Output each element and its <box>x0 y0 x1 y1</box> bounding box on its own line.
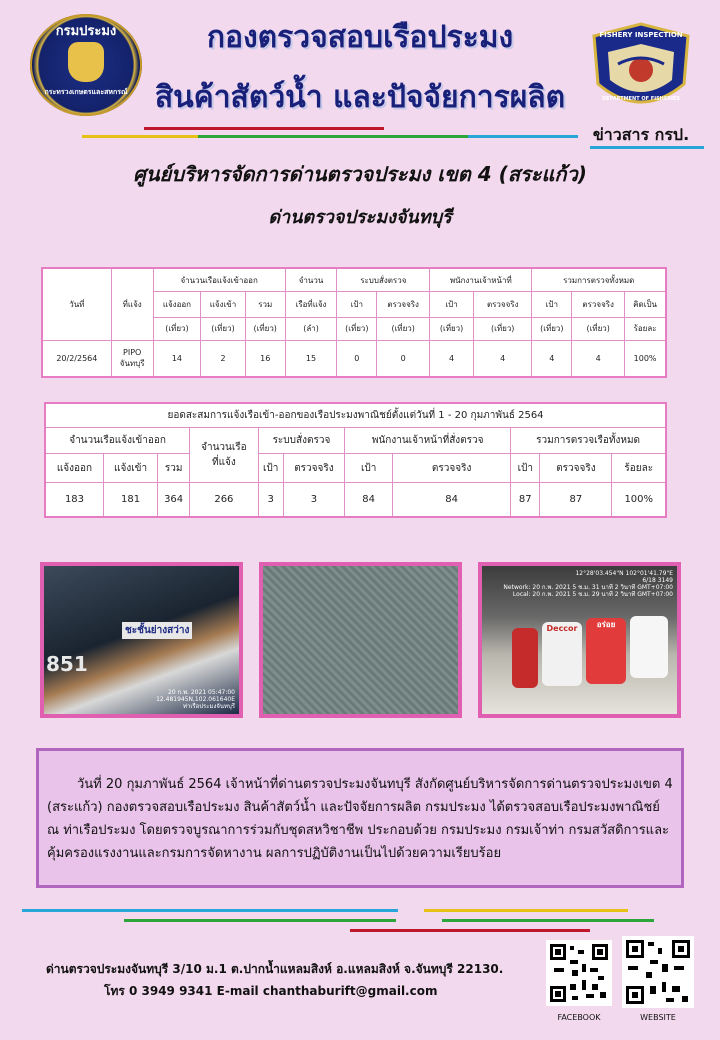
cell-place-line1: PIPO <box>123 347 142 357</box>
col-sys-target: เป้า <box>337 292 377 318</box>
info-paragraph: วันที่ 20 กุมภาพันธ์ 2564 เจ้าหน้าที่ด่านตรวจประมงจันทบุรี สังกัดศูนย์บริหารจัดการด่านตรวจประมงเขต 4 (สระแก้ว) กองตรวจสอบเรือประมง สินค้าสัตว์น้ำ และปัจจัยการผลิต กรมประมง ได้ตรวจสอบเรือประมงพาณิชย์ ณ ท่าเรือประมง โดยตรวจบูรณาการร่วมกับชุดสหวิชาชีพ ประกอบด้วย กรมประมง กรมเจ้าท่า กรมสวัสดิการและคุ้มครองแรงงานและกรมการจัดหางาน ผลการปฏิบัติงานเป็นไปด้วยความเรียบร้อย <box>36 748 684 888</box>
col-all-checked: ตรวจจริง <box>572 292 625 318</box>
photo3-stamp-line1: 12°28'03.454"N 102°01'41.79"E <box>575 570 673 577</box>
cell-place <box>111 341 153 377</box>
col-off-target: เป้า <box>430 292 474 318</box>
divider-green <box>198 135 468 138</box>
col-pct-head: คิดเป็น <box>625 292 666 318</box>
logo-right-top-text: FISHERY INSPECTION <box>599 31 683 39</box>
col-pct: ร้อยละ <box>625 317 666 341</box>
cell-sys-target: 3 <box>258 482 283 517</box>
cell-all-checked: 87 <box>540 482 612 517</box>
col-off-target: เป้า <box>345 454 393 483</box>
photo3-stamp-line3: Network: 20 ก.พ. 2021 5 ช.ม. 31 นาที 2 วินาที GMT+07:00 <box>503 584 673 591</box>
unit-off-checked: (เที่ยว) <box>474 317 532 341</box>
supply-brand: Deccor <box>546 624 578 633</box>
cell-off-checked: 4 <box>474 341 532 377</box>
cell-date: 20/2/2564 <box>42 341 111 377</box>
photo-boat <box>40 562 243 718</box>
logo-left-text: กรมประมง <box>55 24 117 39</box>
cell-all-target: 87 <box>511 482 540 517</box>
website-qr-label: WEBSITE <box>640 1013 676 1022</box>
col-boats-line2: ที่แจ้ง <box>211 456 236 468</box>
website-qr-code[interactable] <box>622 936 694 1008</box>
unit-off-target: (เที่ยว) <box>430 317 474 341</box>
group-system: ระบบสั่งตรวจ <box>337 268 430 292</box>
logo-right-side-text: DEPARTMENT OF FISHERIES <box>601 96 681 102</box>
divider-yellow <box>82 135 202 138</box>
supply-brand-2: อร่อย <box>596 620 616 629</box>
col-all-checked: ตรวจจริง <box>540 454 612 483</box>
cell-sys-checked: 0 <box>377 341 430 377</box>
unit-out: (เที่ยว) <box>153 317 201 341</box>
fishery-inspection-logo <box>588 22 694 120</box>
photo1-stamp-line2: 12.481945N,102.061640E <box>156 696 235 703</box>
photo1-stamp-line1: 20 ก.พ. 2021 05:47:00 <box>168 689 235 696</box>
cell-all-target: 4 <box>532 341 572 377</box>
cell-total: 364 <box>158 482 190 517</box>
col-total: รวม <box>158 454 190 483</box>
supply-pack-deccor <box>542 622 582 686</box>
unit-all-checked: (เที่ยว) <box>572 317 625 341</box>
col-in: แจ้งเข้า <box>103 454 157 483</box>
cell-boats: 266 <box>190 482 259 517</box>
unit-sys-target: (เที่ยว) <box>337 317 377 341</box>
footer-divider-green-right <box>442 919 654 922</box>
cell-off-target: 4 <box>430 341 474 377</box>
cell-pct: 100% <box>612 482 666 517</box>
group-all: รวมการตรวจเรือทั้งหมด <box>511 427 666 453</box>
col-boats <box>190 427 259 482</box>
divider-red <box>144 127 384 130</box>
footer-divider-red <box>350 929 590 932</box>
unit-in: (เที่ยว) <box>201 317 246 341</box>
cell-pct: 100% <box>625 341 666 377</box>
col-sys-checked: ตรวจจริง <box>283 454 345 483</box>
photo-supplies-crate <box>478 562 681 718</box>
col-out: แจ้งออก <box>45 454 103 483</box>
boat-registration-text: 851 <box>46 652 88 676</box>
col-sys-checked: ตรวจจริง <box>377 292 430 318</box>
photo3-stamp-line2: 6/18 3149 <box>642 577 673 584</box>
cell-out: 183 <box>45 482 103 517</box>
footer-divider-yellow <box>424 909 628 912</box>
photo3-stamp-line4: Local: 20 ก.พ. 2021 5 ช.ม. 29 นาที 2 วินาที GMT+07:00 <box>512 591 673 598</box>
news-label: ข่าวสาร กรป. <box>592 125 690 144</box>
unit-boats: (ลำ) <box>285 317 337 341</box>
footer-phone-email: โทร 0 3949 9341 E-mail chanthaburift@gmail.com <box>104 984 438 998</box>
cumulative-inspection-table <box>44 402 667 518</box>
table-row <box>42 341 666 377</box>
supply-pack <box>512 628 538 688</box>
divider-blue <box>468 135 578 138</box>
col-off-checked: ตรวจจริง <box>474 292 532 318</box>
title-line-2: สินค้าสัตว์น้ำ และปัจจัยการผลิต <box>154 80 566 115</box>
col-boats: เรือที่แจ้ง <box>285 292 337 318</box>
cell-in: 181 <box>103 482 157 517</box>
supply-bag-white <box>630 616 668 678</box>
photo1-stamp-line3: ท่าเรือประมงจันทบุรี <box>183 703 235 710</box>
group-all: รวมการตรวจทั้งหมด <box>532 268 666 292</box>
unit-sys-checked: (เที่ยว) <box>377 317 430 341</box>
photo-fishing-nets <box>259 562 462 718</box>
col-boats-line1: จำนวนเรือ <box>201 441 247 453</box>
col-sys-target: เป้า <box>258 454 283 483</box>
col-date: วันที่ <box>42 268 111 341</box>
cell-total: 16 <box>245 341 285 377</box>
cell-off-checked: 84 <box>393 482 511 517</box>
cell-sys-target: 0 <box>337 341 377 377</box>
cell-boats: 15 <box>285 341 337 377</box>
col-out: แจ้งออก <box>153 292 201 318</box>
post-heading: ด่านตรวจประมงจันทบุรี <box>268 207 452 228</box>
footer-contact <box>46 958 546 1002</box>
cumulative-caption: ยอดสะสมการแจ้งเรือเข้า-ออกของเรือประมงพาณิชย์ตั้งแต่วันที่ 1 - 20 กุมภาพันธ์ 2564 <box>45 403 666 427</box>
photo3-stamp <box>503 570 673 598</box>
logo-emblem-icon <box>68 42 104 82</box>
col-in: แจ้งเข้า <box>201 292 246 318</box>
col-total: รวม <box>245 292 285 318</box>
logo-left-subtext: กระทรวงเกษตรและสหกรณ์ <box>44 88 128 96</box>
col-all-target: เป้า <box>532 292 572 318</box>
boat-hull-text: ชะชั้นย่างสว่าง <box>122 622 192 639</box>
cell-out: 14 <box>153 341 201 377</box>
col-pct: ร้อยละ <box>612 454 666 483</box>
group-officer: พนักงานเจ้าหน้าที่สั่งตรวจ <box>345 427 511 453</box>
group-system: ระบบสั่งตรวจ <box>258 427 345 453</box>
cell-all-checked: 4 <box>572 341 625 377</box>
title-line-1: กองตรวจสอบเรือประมง <box>206 20 514 55</box>
cell-place-line2: จันทบุรี <box>119 358 145 368</box>
unit-all-target: (เที่ยว) <box>532 317 572 341</box>
col-place: ที่แจ้ง <box>111 268 153 341</box>
daily-inspection-table <box>41 267 667 378</box>
cell-sys-checked: 3 <box>283 482 345 517</box>
facebook-qr-label: FACEBOOK <box>557 1013 601 1022</box>
footer-address: ด่านตรวจประมงจันทบุรี 3/10 ม.1 ต.ปากน้ำแหลมสิงห์ อ.แหลมสิงห์ จ.จันทบุรี 22130. <box>46 962 504 976</box>
table-row <box>45 482 666 517</box>
footer-divider-green <box>124 919 396 922</box>
unit-total: (เที่ยว) <box>245 317 285 341</box>
group-officer: พนักงานเจ้าหน้าที่ <box>430 268 532 292</box>
group-count: จำนวน <box>285 268 337 292</box>
cell-off-target: 84 <box>345 482 393 517</box>
col-off-checked: ตรวจจริง <box>393 454 511 483</box>
center-heading: ศูนย์บริหารจัดการด่านตรวจประมง เขต 4 (สระแก้ว) <box>133 162 587 186</box>
group-vessels: จำนวนเรือแจ้งเข้าออก <box>153 268 285 292</box>
group-vessels: จำนวนเรือแจ้งเข้าออก <box>45 427 190 453</box>
cell-in: 2 <box>201 341 246 377</box>
col-all-target: เป้า <box>511 454 540 483</box>
facebook-qr-code[interactable] <box>546 940 612 1006</box>
footer-divider-blue <box>22 909 398 912</box>
department-of-fisheries-logo <box>30 14 142 116</box>
supply-pack-red <box>586 618 626 684</box>
photo1-stamp <box>156 689 235 710</box>
